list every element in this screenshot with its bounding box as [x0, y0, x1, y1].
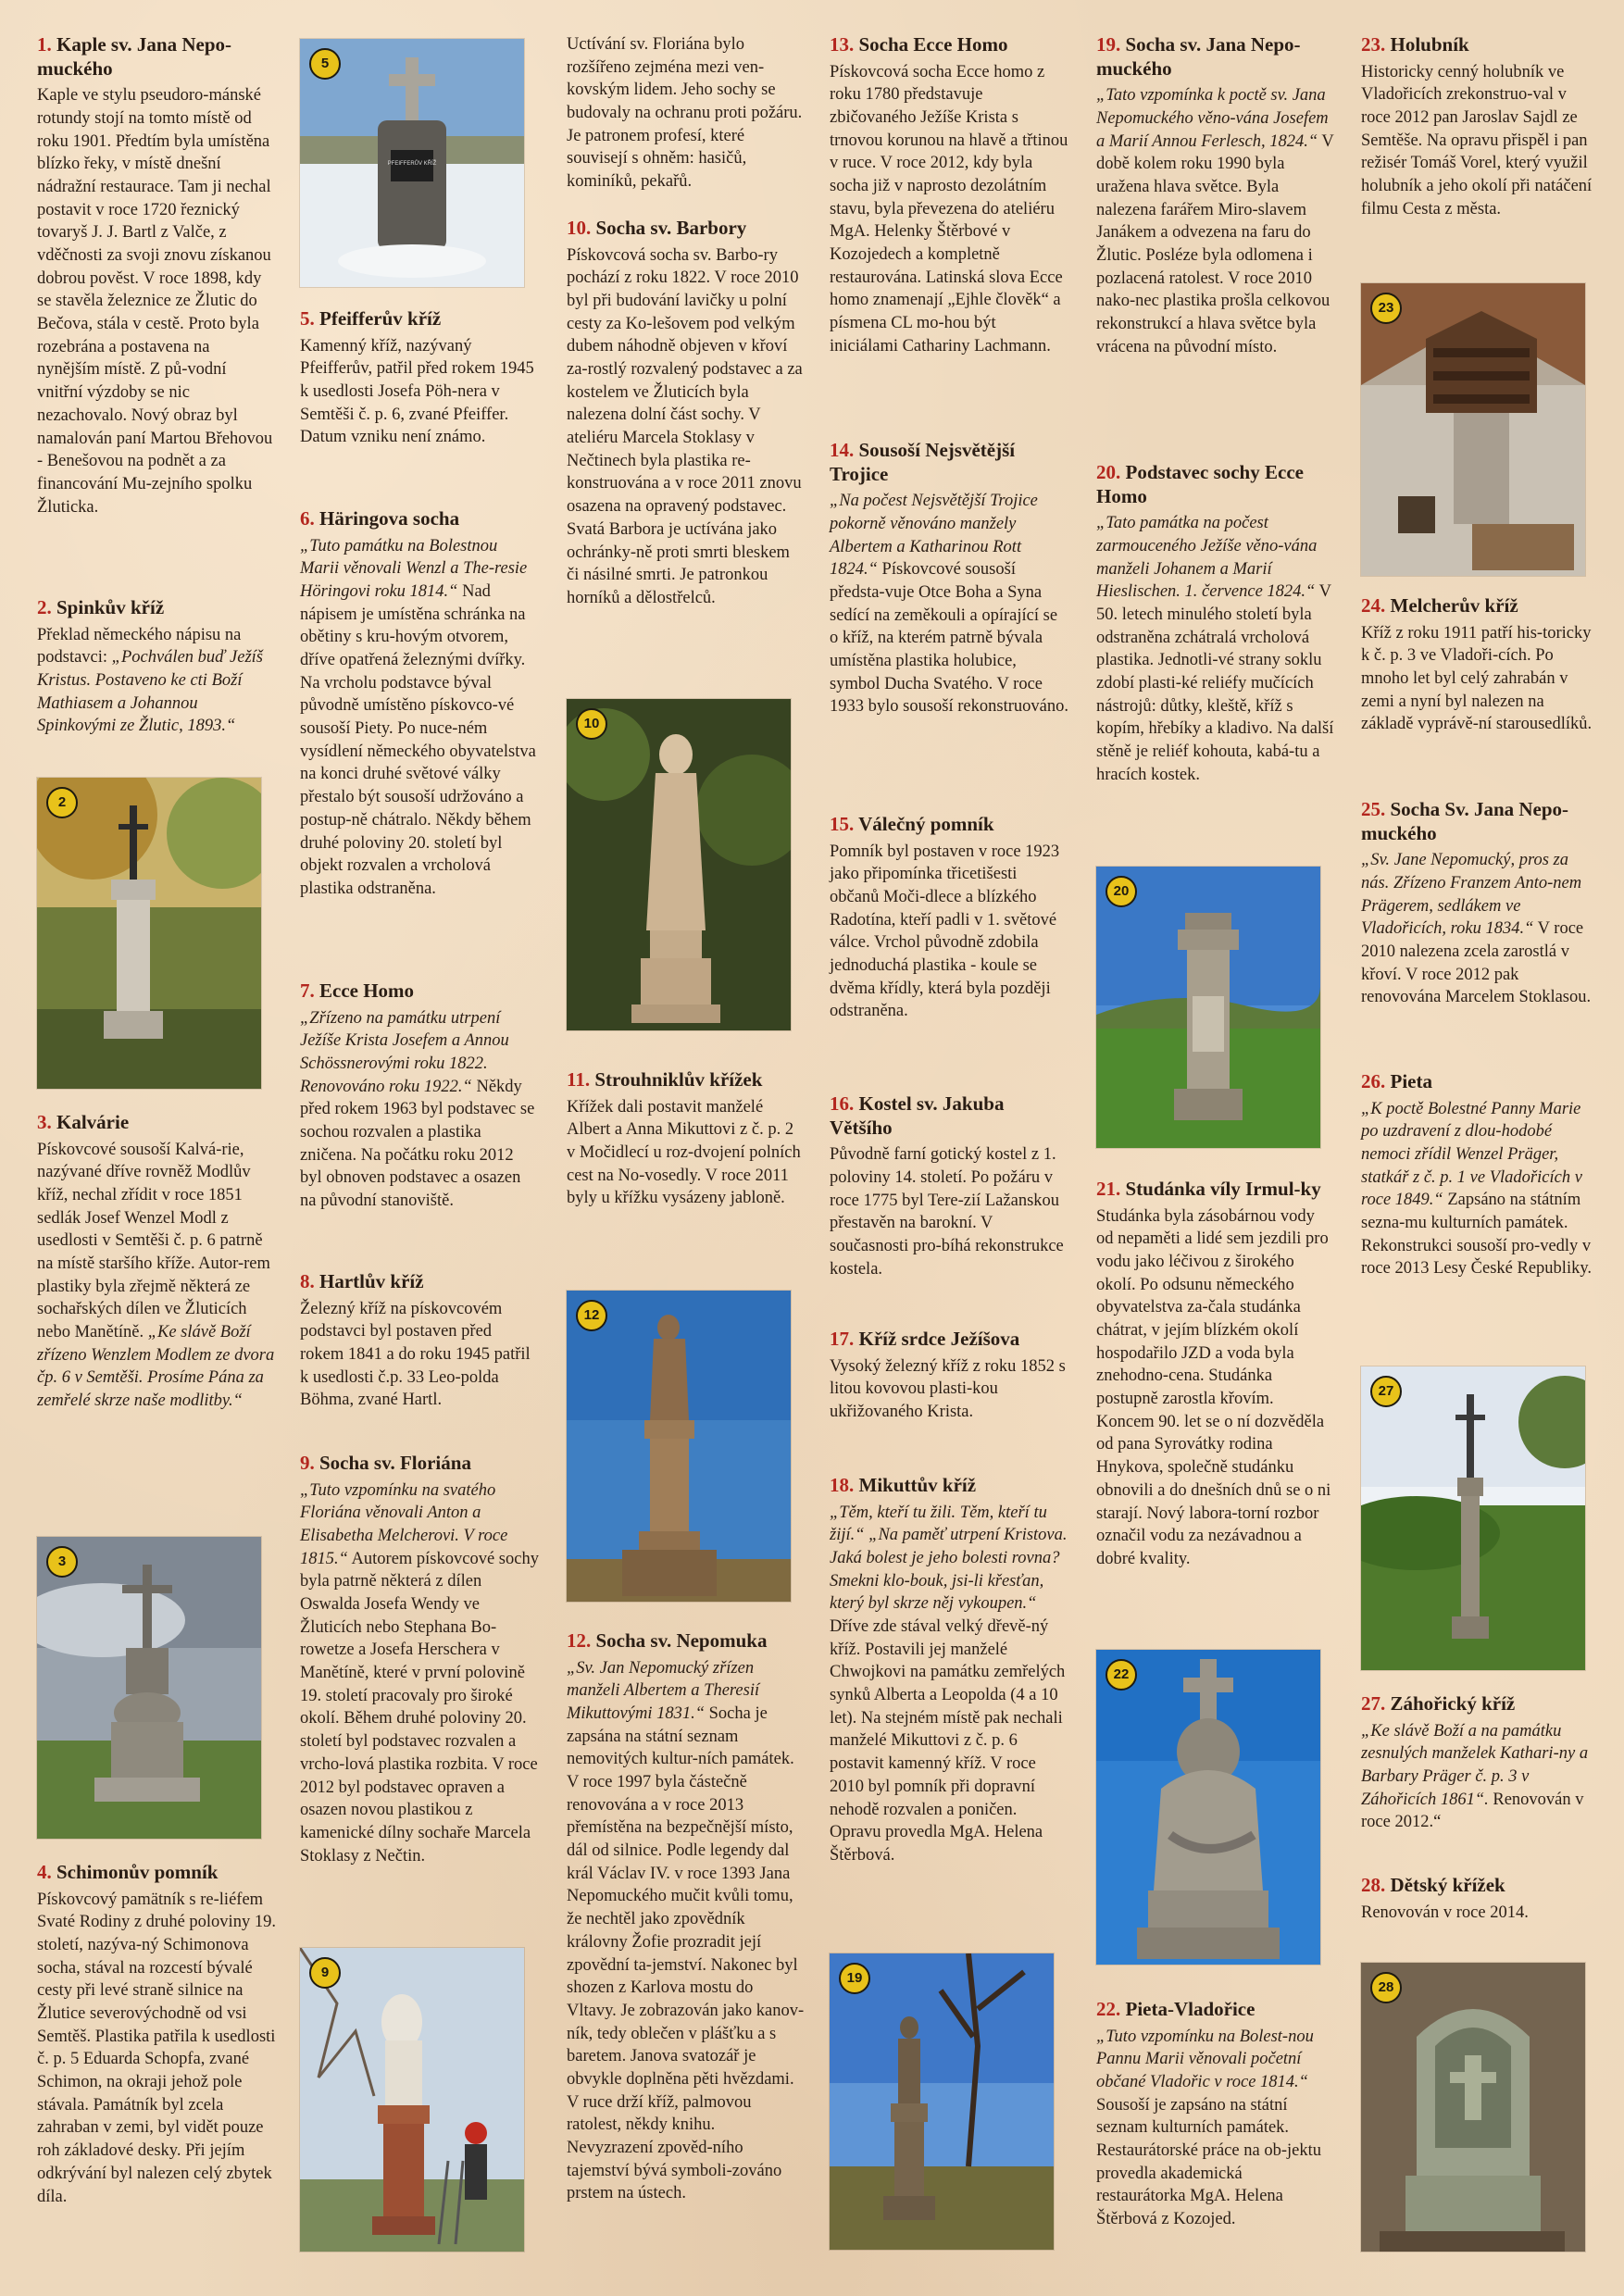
entry-7: [300, 980, 539, 1213]
entry-title: 7. Ecce Homo: [300, 980, 415, 1002]
entry-text: „Ke slávě Boží a na památku zesnulých manželek Kathari-ny a Barbary Präger č. p. 3 v Záhořicích 1861“. Renovován v roce 2012.“: [1361, 1721, 1589, 1832]
entry-8: [300, 1270, 539, 1412]
photo-12: [567, 1291, 791, 1602]
photo-badge: 28: [1370, 1972, 1402, 2003]
entry-2: [37, 596, 276, 738]
photo-badge: 23: [1370, 293, 1402, 324]
photo-3: [37, 1537, 261, 1839]
entry-text: Historicky cenný holubník ve Vladořicích zrekonstruo-val v roce 2012 pan Jaroslav Sajdl ze Semtěše. Na opravu přispěl i pan režisér Tomáš Vorel, který využil holubník a jeho okolí při natáčení filmu Cesta z města.: [1361, 62, 1593, 218]
entry-text: Pískovcová socha Ecce homo z roku 1780 představuje zbičovaného Ježíše Krista s trnovou korunou na hlavě a třtinou v ruce. V roce 2012, kdy byla socha již v naprosto dezolátním stavu, byla převezena do ateliéru MgA. Helenky Štěrbové v Kozojedech a kompletně restaurována. Latinská slova Ecce homo znamenají „Ejhle člověk“ a písmena CL mo-hou být iniciálami Catharinу Lachmann.: [830, 62, 1068, 356]
entry-text: Kaple ve stylu pseudoro-mánské rotundy stojí na tomto místě od roku 1901. Předtím byla umístěna blízko řeky, v místě dnešní nádražní restaurace. Tam ji nechal postavit v roce 1720 řeznický tovaryš J. J. Bartl z Valče, z vděčnosti za svoji znovu získanou dobrou pověst. V roce 1898, kdy se stavěla železnice ze Žlutic do Bečova, stála v cestě. Proto byla rozebrána a postavena na nynějším místě. Z pů-vodní vnitřní výzdoby se nic nezachovalo. Nový obraz byl namalován paní Martou Břehovou - Benešovou na podnět a za financování Mu-zejního spolku Žluticka.: [37, 86, 273, 517]
entry-17: [830, 1328, 1068, 1424]
entry-title: 6. Häringova socha: [300, 507, 460, 530]
entry-title: 21. Studánka víly Irmul-ky: [1096, 1178, 1321, 1200]
nepomuk-statue-photo: [567, 1291, 791, 1602]
entry-text: Uctívání sv. Floriána bylo rozšířeno zejména mezi ven-kovským lidem. Jeho sochy se budovaly na ochranu proti požáru. Je patronem profesí, které souvisejí s ohněm: hasičů, kominíků, pekařů.: [567, 35, 803, 192]
entry-text: Železný kříž na pískovcovém podstavci byl postaven před rokem 1841 a do roku 1945 patřil k usedlosti č.p. 33 Leo-polda Böhma, zvané Hartl.: [300, 1299, 531, 1410]
entry-title: 11. Strouhniklův křížek: [567, 1068, 763, 1091]
entry-text: Pomník byl postaven v roce 1923 jako připomínka třicetišesti občanů Moči-dlece a blízkého Radotína, kteří padli v 1. světové válce. Vrchol původně zdobila jednoduchá plastika - koule se dvěma křídly, která byla později odstraněna.: [830, 842, 1060, 1021]
photo-22: [1096, 1650, 1320, 1965]
entry-title: 18. Mikuttův kříž: [830, 1474, 977, 1496]
cross-monument-photo: [37, 778, 261, 1089]
photo-28: [1361, 1963, 1585, 2252]
entry-title: 19. Socha sv. Jana Nepo-muckého: [1096, 33, 1301, 80]
entry-text: Křížek dali postavit manželé Albert a Anna Mikuttovi z č. p. 2 v Močidlecí u roz-dvojení polních cest na No-vosedly. V roce 2011 byly u křížku vysázeny jabloně.: [567, 1097, 801, 1208]
entry-9: [300, 1452, 539, 1867]
photo-badge: 2: [46, 787, 78, 818]
entry-text: Pískovcová socha sv. Barbo-ry pochází z roku 1822. V roce 2010 byl při budování lavičky u polní cesty za Ko-lešovem pod velkým dubem náhodně objeven v křoví za-rostlý rozvalený podstavec a za kostelem ve Žluticích byla nalezena dolní část sochy. V ateliéru Marcela Stoklasy v Nečtinech byla plastika re-konstruována a v roce 2011 znovu osazena na opravený podstavec. Svatá Barbora je uctívána jako ochránky-ně proti smrti bleskem či násilné smrti. Je patronkou horníků a dělostřelců.: [567, 245, 803, 607]
photo-5: [300, 39, 524, 287]
entry-24: [1361, 594, 1600, 736]
entry-title: 5. Pfeifferův kříž: [300, 307, 442, 330]
entry-title: 28. Dětský křížek: [1361, 1874, 1505, 1896]
entry-title: 27. Záhořický kříž: [1361, 1692, 1516, 1715]
entry-title: 22. Pieta-Vladořice: [1096, 1998, 1255, 2020]
entry-title: 13. Socha Ecce Homo: [830, 33, 1008, 56]
photo-badge: 20: [1106, 876, 1137, 907]
entry-text: Studánka byla zásobárnou vody od nepaměti a lidé sem jezdili pro vodu jako léčivou z širokého okolí. Po odsunu německého obyvatelstva za-čala studánka chátrat, v jejím blízkém okolí hospodařilo JZD a voda byla znehodno-cena. Studánka postupně zarostla křovím. Koncem 90. let se o ní dozvěděla od pana Syrovátky rodina Hnykova, společně studánku obnovili a do dnešních dnů se o ni starají. Nový labora-torní rozbor označil vodu za nezávadnou a dobré kvality.: [1096, 1206, 1331, 1568]
plaque-text: PFEIFFERŮV KŘÍŽ: [387, 161, 437, 167]
photo-badge: 19: [839, 1963, 870, 1994]
entry-26: [1361, 1070, 1600, 1280]
entry-20: [1096, 461, 1335, 786]
entry-text: „Těm, kteří tu žili. Těm, kteří tu žijí.“ „Na paměť utrpení Kristova. Jaká bolest je jeho bolesti rovna? Smekni klo-bouk, jsi-li křesťan, který byl skrze něj vykoupen.“ Dříve zde stával velký dřevě-ný kříž. Postavili jej manželé Chwojkovi na památku zemřelých synků Alberta a Leopolda (4 a 10 let). Na stejném místě pak nechali manželé Mikuttovi z č. p. 6 postavit kamenný kříž. V roce 2010 byl pomník při dopravní nehodě rozvalen a poničen. Opravu provedla MgA. Helena Štěrbová.: [830, 1503, 1068, 1865]
barbora-statue-photo: [567, 699, 791, 1030]
entry-title: 14. Sousoší Nejsvětější Trojice: [830, 439, 1016, 485]
entry-13: [830, 33, 1068, 358]
entry-title: 9. Socha sv. Floriána: [300, 1452, 471, 1474]
nepomuk-field-photo: [830, 1953, 1054, 2250]
dovecote-photo: [1361, 283, 1585, 576]
entry-text: Překlad německého nápisu na podstavci: „Pochválen buď Ježíš Kristus. Postaveno ke cti Boží Mathiasem a Johannou Spinkovými ze Žlutic, 1893.“: [37, 625, 264, 736]
entry-text: Renovován v roce 2014.: [1361, 1903, 1529, 1922]
pieta-vladorice-photo: [1096, 1650, 1320, 1965]
entry-text: Pískovcové sousoší Kalvá-rie, nazývané dříve rovněž Modlův kříž, nechal zřídit v roce 1851 sedlák Josef Wenzel Modl z usedlosti v Semtěši č. p. 6 patrně na místě staršího kříže. Autor-rem plastiky byla zřejmě některá ze sochařských dílen ve Žluticích nebo Manětíně. „Ke slávě Boží zřízeno Wenzlem Modlem ze dvora čp. 6 v Semtěši. Prosíme Pána za zemřelé skrze naše modlitby.“: [37, 1140, 275, 1411]
entry-title: 1. Kaple sv. Jana Nepo-muckého: [37, 33, 232, 80]
entry-title: 26. Pieta: [1361, 1070, 1432, 1092]
entry-12: [567, 1629, 806, 2205]
photo-badge: 9: [309, 1957, 341, 1989]
photo-9: [300, 1948, 524, 2252]
childrens-cross-photo: [1361, 1963, 1585, 2252]
entry-title: 3. Kalvárie: [37, 1111, 130, 1133]
entry-text: „Sv. Jan Nepomucký zřízen manželi Albertem a Theresií Mikuttovými 1831.“ Socha je zapsána na státní seznam nemovitých kultur-ních památek. V roce 1997 byla částečně renovována a v roce 2013 přemístěna na bezpečnější místo, dál od silnice. Podle legendy dal král Václav IV. v roce 1393 Jana Nepomuckého mučit kvůli tomu, že nechtěl jako zpovědník královny Žofie prozradit její zpovědní ta-jemství. Nakonec byl shozen z Karlova mostu do Vltavy. Je zobrazován jako kanov-ník, tedy oblečen v plášťku a s baretem. Janova svatozář je obvykle doplněna pěti hvězdami. V ruce drží kříž, palmovou ratolest, někdy knihu. Nevyzrazení zpověd-ního tajemství bývá symboli-zováno prstem na ústech.: [567, 1658, 805, 2203]
entry-22: [1096, 1998, 1335, 2231]
photo-badge: 12: [576, 1300, 607, 1331]
entry-4: [37, 1861, 276, 2208]
entry-title: 20. Podstavec sochy Ecce Homo: [1096, 461, 1304, 507]
calvary-photo: [37, 1537, 261, 1839]
photo-badge: 22: [1106, 1659, 1137, 1691]
entry-14: [830, 439, 1068, 718]
entry-text: Vysoký železný kříž z roku 1852 s litou kovovou plasti-kou ukřižovaného Krista.: [830, 1356, 1066, 1421]
entry-9-continued: [567, 33, 806, 193]
entry-27: [1361, 1692, 1600, 1834]
entry-title: 12. Socha sv. Nepomuka: [567, 1629, 768, 1652]
entry-6: [300, 507, 539, 901]
entry-title: 8. Hartlův kříž: [300, 1270, 424, 1292]
entry-text: „Tato vzpomínka k poctě sv. Jana Nepomuckého věno-vána Josefem a Marií Annou Ferlesch, 1824.“ V době kolem roku 1990 byla uražena hlava světce. Byla nalezena farářem Miro-slavem Janákem a odvezena na faru do Žlutic. Posléze byla odlomena i pozlacená ratolest. V roce 2010 nako-nec plastika prošla celkovou rekonstrukcí a hlava světce byla vrácena na původní místo.: [1096, 86, 1334, 356]
photo-badge: 5: [309, 48, 341, 80]
photo-2: [37, 778, 261, 1089]
entry-text: „Na počest Nejsvětější Trojice pokorně věnováno manžely Albertem a Katharinou Rott 1824.“ Pískovcové sousoší předsta-vuje Otce Boha a Syna sedící na zeměkouli a opírající se o kříž, na kterém patrně bývala umístěna plastika holubice, symbol Ducha Svatého. V roce 1933 bylo sousoší rekonstruováno.: [830, 492, 1068, 717]
entry-title: 15. Válečný pomník: [830, 813, 994, 835]
entry-1: [37, 33, 276, 518]
photo-19: [830, 1953, 1054, 2250]
entry-text: „Sv. Jane Nepomucký, pros za nás. Zřízeno Franzem Anto-nem Prägerem, sedlákem ve Vladořicích, roku 1834.“ V roce 2010 nalezena zcela zarostlá v křoví. V roce 2012 pak renovována Marcelem Stoklasou.: [1361, 851, 1592, 1007]
entry-title: 17. Kříž srdce Ježíšova: [830, 1328, 1020, 1350]
photo-badge: 10: [576, 708, 607, 740]
photo-23: [1361, 283, 1585, 576]
entry-5: [300, 307, 539, 449]
photo-badge: 3: [46, 1546, 78, 1578]
entry-title: 10. Socha sv. Barbory: [567, 217, 747, 239]
entry-text: Pískovcový pamätník s re-liéfem Svaté Rodiny z druhé poloviny 19. století, nazýva-ný Schimonova socha, stával na rozcestí bývalé cesty při levé straně silnice na Žlutice severovýchodně od vsi Semtěš. Plastika patřila k usedlosti č. p. 5 Eduarda Schopfa, zvané Schimon, na okraji jehož pole stávala. Památník byl zcela zahraban v zemi, byl vidět pouze roh základové desky. Při jejím odkrývání byl nalezen celý zbytek díla.: [37, 1890, 276, 2206]
entry-title: 2. Spinkův kříž: [37, 596, 165, 618]
entry-16: [830, 1092, 1068, 1280]
entry-text: Kamenný kříž, nazývaný Pfeifferův, patřil před rokem 1945 k usedlosti Josefa Pöh-nera v Semtěši č. p. 6, zvané Pfeiffer. Datum vzniku není známo.: [300, 336, 534, 447]
entry-title: 24. Melcherův kříž: [1361, 594, 1518, 617]
entry-21: [1096, 1178, 1335, 1571]
entry-18: [830, 1474, 1068, 1867]
entry-text: „Tato památka na počest zarmouceného Ježíše věno-vána manželi Johanem a Marií Hieslischen. 1. července 1824.“ V 50. letech minulého století byla odstraněna zchátralá vrcholová plastika. Jednotli-vé strany soklu zdobí plasti-ké reliéfy mučících nástrojů: důtky, kleště, kříž s kopím, hřebíky a kladivo. Na další stěně je reliéf kohouta, kabá-tu a hracích kostek.: [1096, 514, 1334, 784]
entry-23: [1361, 33, 1600, 220]
entry-10: [567, 217, 806, 610]
ecce-homo-pedestal-photo: [1096, 867, 1320, 1148]
entry-15: [830, 813, 1068, 1023]
photo-27: [1361, 1366, 1585, 1670]
entry-title: 23. Holubník: [1361, 33, 1469, 56]
entry-text: „K poctě Bolestné Panny Marie po uzdravení z dlou-hodobé nemoci zřídil Wenzel Präger, statkář z č. p. 1 ve Vladořicích v roce 1849.“ Zapsáno na státním sezna-mu kulturních památek. Rekonstrukci sousoší pro-vedly v roce 2013 Lesy České Republiky.: [1361, 1099, 1593, 1279]
zahorice-cross-photo: [1361, 1366, 1585, 1670]
entry-text: „Tuto vzpomínku na Bolest-nou Pannu Marii věnovali početní občané Vladořic v roce 1814.“ Sousoší je zapsáno na státní seznam kulturních památek. Restaurátorské práce na ob-jektu provedla akademická restaurátorka MgA. Helena Štěrbová z Kozojed.: [1096, 2027, 1321, 2229]
entry-28: [1361, 1874, 1600, 1924]
photo-20: [1096, 867, 1320, 1148]
entry-19: [1096, 33, 1335, 358]
entry-text: „Tuto vzpomínku na svatého Floriána věnovali Anton a Elisabetha Melcherovi. V roce 1815.“ Autorem pískovcové sochy byla patrně některá z dílen Oswalda Josefa Wendy ve Žluticích nebo Stephana Bo-rowetze a Josefa Herschera v Manětíně, které v první polovině 19. století pracovaly pro široké okolí. Během druhé poloviny 20. století byl podstavec rozvalen a vrcho-lová plastika rozbita. V roce 2012 byl podstavec opraven a osazen novou plastikou z kamenické dílny sochaře Marcela Stoklasy z Nečtin.: [300, 1480, 539, 1866]
entry-title: 25. Socha Sv. Jana Nepo-muckého: [1361, 798, 1569, 844]
photo-badge: 27: [1370, 1376, 1402, 1407]
entry-text: „Tuto památku na Bolestnou Marii věnovali Wenzl a The-resie Höringovi roku 1814.“ Nad nápisem je umístěna schránka na obětiny s kru-hovým otvorem, dříve opatřená železnými dvířky. Na vrcholu podstavce býval původně umístěno pískovco-vé sousoší Piety. Po nuce-ném vysídlení německého obyvatelstva na konci druhé světové války přestalo být sousoší udržováno a postup-ně chátralo. Někdy během druhé poloviny 20. století byl objekt rozvalen a vrcholová plastika odstraněna.: [300, 536, 536, 898]
entry-25: [1361, 798, 1600, 1009]
entry-title: 16. Kostel sv. Jakuba Většího: [830, 1092, 1005, 1139]
entry-text: Původně farní gotický kostel z 1. poloviny 14. století. Po požáru v roce 1775 byl Tere-zií Lažanskou přestavěn na barokní. V současnosti pro-bíhá rekonstrukce kostela.: [830, 1145, 1064, 1279]
entry-3: [37, 1111, 276, 1413]
entry-title: 4. Schimonův pomník: [37, 1861, 219, 1883]
photo-10: [567, 699, 791, 1030]
entry-text: „Zřízeno na památku utrpení Ježíše Krista Josefem a Annou Schössnerovými roku 1822. Renovováno roku 1922.“ Někdy před rokem 1963 byl podstavec se sochou rozvalen a plastika zničena. Na počátku roku 2012 byl obnoven podstavec a osazen na původní stanoviště.: [300, 1008, 535, 1211]
entry-11: [567, 1068, 806, 1210]
entry-text: Kříž z roku 1911 patří his-toricky k č. p. 3 ve Vladoři-cích. Po mnoho let byl celý zahrabán v zemi a nyní byl nalezen na základě vyprávě-ní starousedlíků.: [1361, 623, 1593, 734]
florian-statue-photo: [300, 1948, 524, 2252]
